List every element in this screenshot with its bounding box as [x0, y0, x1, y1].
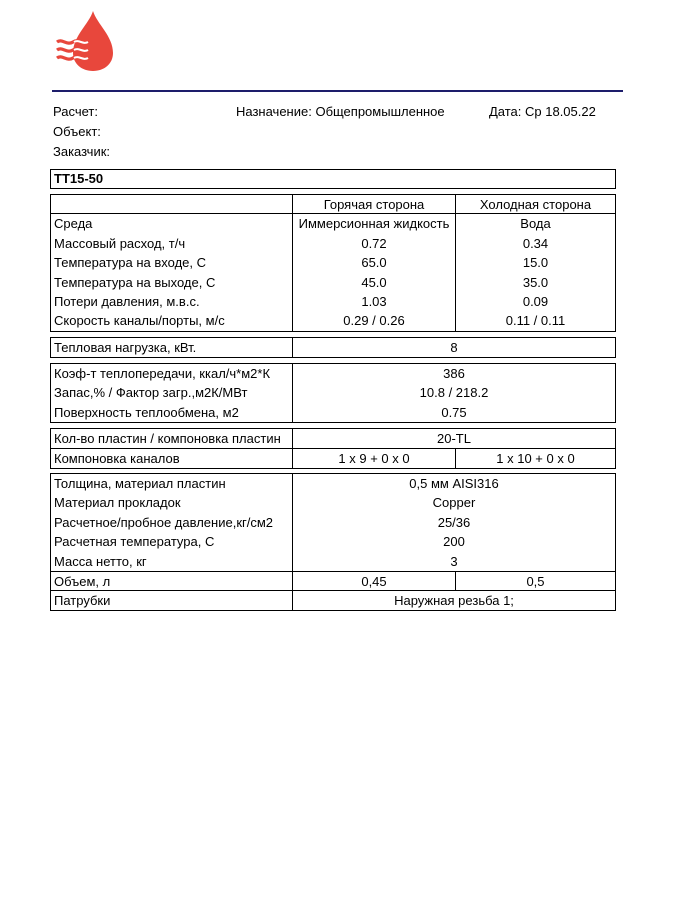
table-row	[51, 292, 615, 311]
cold-side-header: Холодная сторона	[479, 197, 592, 212]
param-label: Толщина, материал пластин	[51, 474, 293, 493]
volume-label: Объем, л	[51, 572, 293, 590]
table-row	[51, 429, 615, 448]
object-label: Объект:	[53, 124, 101, 139]
calc-label: Расчет:	[53, 104, 98, 119]
cold-value: Вода	[520, 216, 551, 232]
param-value: 386	[443, 366, 465, 381]
load-value: 8	[450, 340, 458, 355]
param-label: Температура на входе, С	[51, 253, 293, 272]
hot-value: 65.0	[293, 253, 456, 272]
table-row	[51, 214, 615, 233]
table-row	[51, 364, 615, 383]
param-value: 0.75	[441, 404, 467, 420]
param-label: Расчетная температура, С	[51, 532, 293, 551]
param-label: Среда	[51, 214, 293, 233]
hot-value: 0.72	[293, 234, 456, 253]
nozzles-value: Наружная резьба 1;	[394, 593, 514, 609]
hot-value: Иммерсионная жидкость	[293, 214, 456, 233]
param-label: Запас,% / Фактор загр.,м2К/МВт	[51, 383, 293, 402]
param-label: Материал прокладок	[51, 493, 293, 512]
table-row	[51, 552, 615, 571]
materials-table	[50, 473, 616, 611]
param-label: Скорость каналы/порты, м/с	[51, 311, 293, 330]
cold-value: 35.0	[522, 274, 549, 290]
volume-cold-value: 0,5	[526, 573, 545, 589]
purpose-text: Назначение: Общепромышленное	[236, 104, 445, 119]
table-row	[51, 253, 615, 272]
plate-count-label: Кол-во пластин / компоновка пластин	[51, 429, 293, 448]
param-value: 25/36	[437, 514, 471, 530]
table-row	[51, 590, 615, 609]
cold-value: 0.11 / 0.11	[505, 313, 566, 329]
table-row	[51, 403, 615, 422]
plate-count-value: 20-TL	[437, 431, 471, 446]
cold-value: 0.09	[522, 293, 549, 309]
param-value: Copper	[432, 495, 476, 511]
header-divider	[52, 90, 623, 92]
table-row	[51, 383, 615, 402]
hot-side-header: Горячая сторона	[293, 195, 456, 213]
table-row	[51, 532, 615, 551]
cold-value: 0.34	[522, 235, 549, 251]
model-box	[50, 169, 616, 189]
param-label: Потери давления, м.в.с.	[51, 292, 293, 311]
volume-hot-value: 0,45	[293, 572, 456, 590]
param-label: Масса нетто, кг	[51, 552, 293, 571]
table-row	[51, 273, 615, 292]
load-table	[50, 337, 616, 358]
table-row	[51, 571, 615, 590]
param-value: 10.8 / 218.2	[419, 385, 489, 401]
hot-value: 1.03	[293, 292, 456, 311]
param-label: Температура на выходе, С	[51, 273, 293, 292]
date-text: Дата: Ср 18.05.22	[489, 104, 596, 119]
heat-transfer-table	[50, 363, 616, 423]
table-row	[51, 234, 615, 253]
cold-value: 15.0	[522, 255, 549, 271]
param-label: Коэф-т теплопередачи, ккал/ч*м2*К	[51, 364, 293, 383]
hot-value: 45.0	[293, 273, 456, 292]
param-value: 3	[450, 553, 458, 569]
params-table	[50, 194, 616, 332]
param-label: Поверхность теплообмена, м2	[51, 403, 293, 422]
table-row	[51, 474, 615, 493]
table-row	[51, 493, 615, 512]
hot-value: 0.29 / 0.26	[293, 311, 456, 330]
table-row	[51, 513, 615, 532]
channels-cold-value: 1 x 10 + 0 x 0	[496, 451, 575, 467]
table-row	[51, 448, 615, 467]
flame-drop-logo-icon	[56, 10, 116, 72]
channels-hot-value: 1 x 9 + 0 x 0	[293, 449, 456, 467]
table-row	[51, 338, 615, 357]
nozzles-label: Патрубки	[51, 591, 293, 609]
model-title: TT15-50	[54, 171, 104, 186]
param-value: 200	[443, 534, 465, 550]
table-row	[51, 311, 615, 330]
side-header-row	[51, 195, 615, 214]
load-label: Тепловая нагрузка, кВт.	[51, 338, 293, 357]
customer-label: Заказчик:	[53, 144, 111, 159]
param-value: 0,5 мм AISI316	[409, 476, 499, 491]
channels-label: Компоновка каналов	[51, 449, 293, 467]
plates-table	[50, 428, 616, 469]
param-label: Расчетное/пробное давление,кг/см2	[51, 513, 293, 532]
side-header-blank	[51, 195, 293, 213]
param-label: Массовый расход, т/ч	[51, 234, 293, 253]
